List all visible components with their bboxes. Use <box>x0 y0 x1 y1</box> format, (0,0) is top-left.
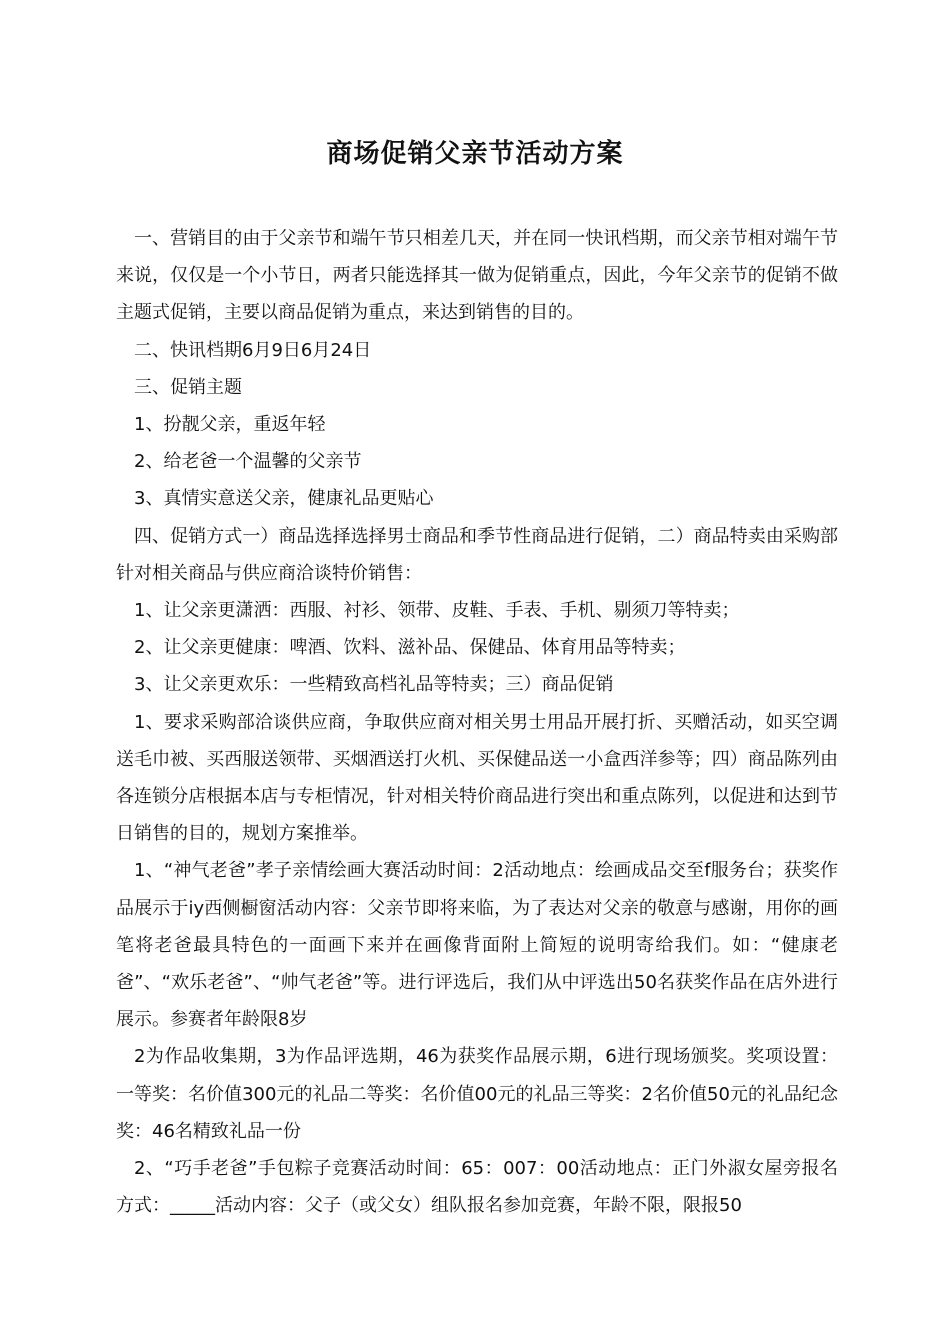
paragraph-zongzi-contest: 2、“巧手老爸”手包粽子竞赛活动时间：65：007：00活动地点：正门外淑女屋旁报名方式：_____活动内容：父子（或父女）组队报名参加竞赛，年龄不限，限报50 <box>116 1158 838 1217</box>
paragraph-special-3: 3、让父亲更欢乐：一些精致高档礼品等特卖；三）商品促销 <box>134 674 614 696</box>
paragraph-promo-theme-heading: 三、促销主题 <box>134 376 242 398</box>
paragraph-theme-3: 3、真情实意送父亲，健康礼品更贴心 <box>134 488 434 510</box>
paragraph-flyer-period: 二、快讯档期6月9日6月24日 <box>134 339 372 361</box>
paragraph-theme-1: 1、扮靓父亲，重返年轻 <box>134 414 326 436</box>
paragraph-supplier-promo: 1、要求采购部洽谈供应商，争取供应商对相关男士用品开展打折、买赠活动，如买空调送毛巾被、买西服送领带、买烟酒送打火机、买保健品送一小盒西洋参等；四）商品陈列由各连锁分店根据本店与专柜情况，针对相关特价商品进行突出和重点陈列，以促进和达到节日销售的目的，规划方案推举。 <box>116 711 838 845</box>
paragraph-special-1: 1、让父亲更潇洒：西服、衬衫、领带、皮鞋、手表、手机、剔须刀等特卖； <box>134 600 740 622</box>
paragraph-special-2: 2、让父亲更健康：啤酒、饮料、滋补品、保健品、体育用品等特卖； <box>134 637 686 659</box>
paragraph-theme-2: 2、给老爸一个温馨的父亲节 <box>134 451 362 473</box>
paragraph-promo-method: 四、促销方式一）商品选择选择男士商品和季节性商品进行促销，二）商品特卖由采购部针对相关商品与供应商洽谈特价销售： <box>116 525 838 584</box>
paragraph-drawing-contest: 1、“神气老爸”孝子亲情绘画大赛活动时间：2活动地点：绘画成品交至f服务台；获奖作品展示于iy西侧橱窗活动内容：父亲节即将来临，为了表达对父亲的敬意与感谢，用你的画笔将老爸最具特色的一面画下来并在画像背面附上简短的说明寄给我们。如：“健康老爸”、“欢乐老爸”、“帅气老爸”等。进行评选后，我们从中评选出50名获奖作品在店外进行展示。参赛者年龄限8岁 <box>116 860 838 1031</box>
paragraph-marketing-goal: 一、营销目的由于父亲节和端午节只相差几天，并在同一快讯档期，而父亲节相对端午节来说，仅仅是一个小节日，两者只能选择其一做为促销重点，因此，今年父亲节的促销不做主题式促销，主要以商品促销为重点，来达到销售的目的。 <box>116 228 838 324</box>
document-body <box>116 220 838 1224</box>
document-title: 商场促销父亲节活动方案 <box>326 139 624 169</box>
paragraph-contest-schedule: 2为作品收集期，3为作品评选期，46为获奖作品展示期，6进行现场颁奖。奖项设置：一等奖：名价值300元的礼品二等奖：名价值00元的礼品三等奖：2名价值50元的礼品纪念奖：46名精致礼品一份 <box>116 1046 838 1142</box>
